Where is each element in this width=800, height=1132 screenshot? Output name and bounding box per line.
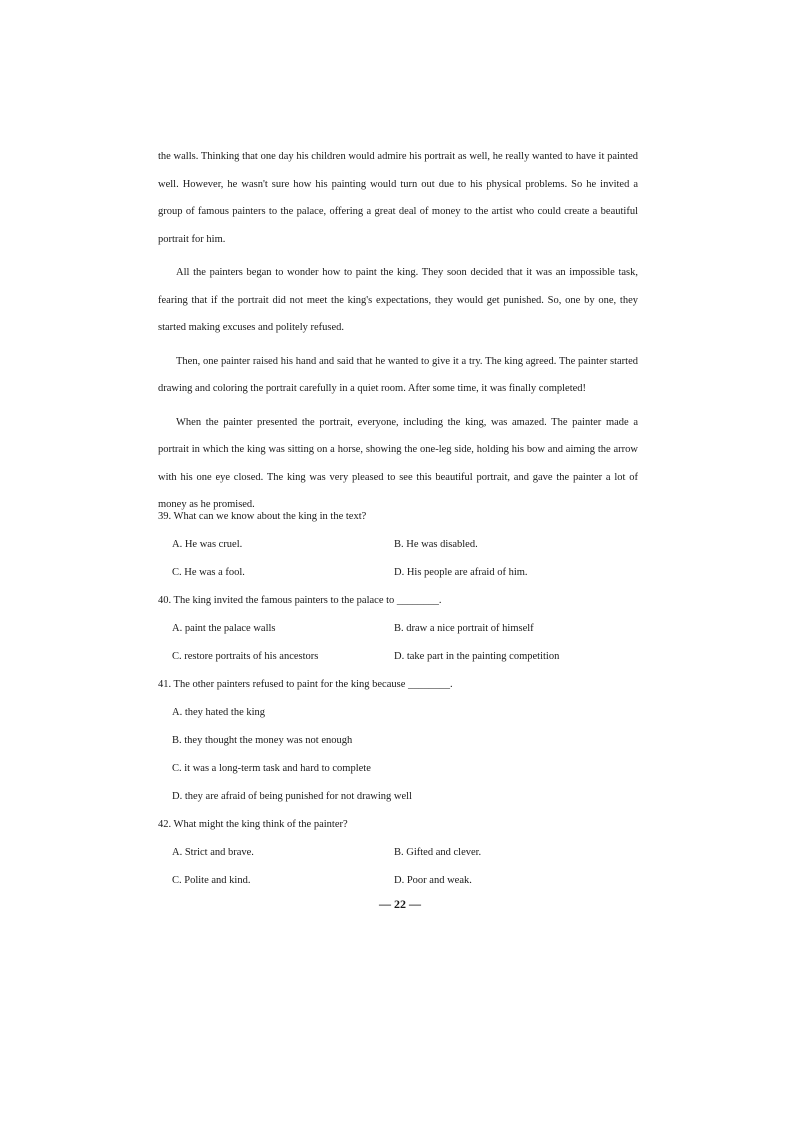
page-number: — 22 — (379, 897, 421, 911)
option-d: D. they are afraid of being punished for not drawing well (172, 791, 412, 802)
option-row (158, 531, 638, 559)
option-c: C. it was a long-term task and hard to complete (172, 763, 371, 774)
option-row (158, 839, 638, 867)
question-42 (158, 811, 638, 895)
option-b: B. they thought the money was not enough (172, 735, 353, 746)
passage-paragraph-2: All the painters began to wonder how to paint the king. They soon decided that it was an impossible task, fearing that if the portrait did not meet the king's expectations, they would get punished. So, one by one, they started making excuses and politely refused. (158, 267, 638, 333)
question-40 (158, 587, 638, 671)
option-a: A. they hated the king (172, 707, 266, 718)
option-row (158, 643, 638, 671)
question-list (158, 503, 638, 895)
option-row (158, 559, 638, 587)
option-a: A. paint the palace walls (172, 623, 276, 634)
question-stem: 39. What can we know about the king in the text? (158, 511, 367, 522)
option-d: D. His people are afraid of him. (394, 567, 528, 578)
option-c: C. Polite and kind. (172, 875, 251, 886)
option-d: D. take part in the painting competition (394, 651, 560, 662)
option-b: B. draw a nice portrait of himself (394, 623, 534, 634)
reading-passage (158, 143, 638, 525)
question-41 (158, 671, 638, 811)
passage-paragraph-1: the walls. Thinking that one day his children would admire his portrait as well, he really wanted to have it painted well. However, he wasn't sure how his painting would turn out due to his physical problems. So he invited a group of famous painters to the palace, offering a great deal of money to the artist who could create a beautiful portrait for him. (158, 151, 638, 245)
option-b: B. Gifted and clever. (394, 847, 482, 858)
question-stem: 41. The other painters refused to paint for the king because ________. (158, 679, 453, 690)
option-row (158, 615, 638, 643)
option-a: A. He was cruel. (172, 539, 243, 550)
question-stem: 42. What might the king think of the painter? (158, 819, 348, 830)
option-c: C. restore portraits of his ancestors (172, 651, 319, 662)
question-39 (158, 503, 638, 587)
option-b: B. He was disabled. (394, 539, 478, 550)
option-c: C. He was a fool. (172, 567, 245, 578)
passage-paragraph-3: Then, one painter raised his hand and said that he wanted to give it a try. The king agreed. The painter started drawing and coloring the portrait carefully in a quiet room. After some time, it was finally completed! (158, 355, 638, 394)
option-d: D. Poor and weak. (394, 875, 472, 886)
option-a: A. Strict and brave. (172, 847, 254, 858)
passage-paragraph-4: When the painter presented the portrait, everyone, including the king, was amazed. The painter made a portrait in which the king was sitting on a horse, showing the one-leg side, holding his bow and aiming the arrow with his one eye closed. The king was very pleased to see this beautiful portrait, and gave the painter a lot of money as he promised. (158, 416, 638, 510)
question-stem: 40. The king invited the famous painters to the palace to ________. (158, 595, 442, 606)
option-row (158, 867, 638, 895)
